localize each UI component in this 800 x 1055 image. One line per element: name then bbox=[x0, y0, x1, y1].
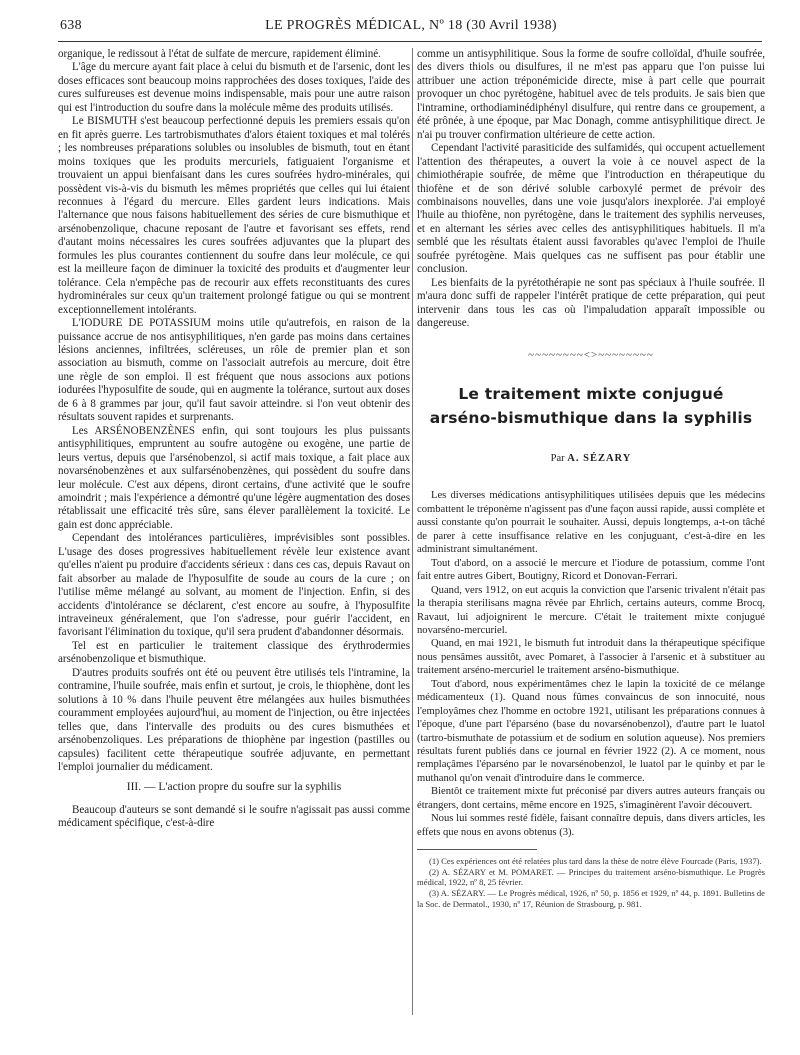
paragraph: Tel est en particulier le traitement classique des érythrodermies arsénobenzolique et bismuthique. bbox=[58, 639, 410, 666]
header-rule bbox=[58, 41, 762, 42]
footnotes bbox=[417, 856, 765, 909]
paragraph: organique, le redissout à l'état de sulfate de mercure, rapidement éliminé. bbox=[58, 48, 381, 60]
left-column bbox=[58, 48, 410, 831]
paragraph: Tout d'abord, nous expérimentâmes chez le lapin la toxicité de ce mélange médicamenteux (1). Quand nous fûmes convaincus de son innocuité, nous l'employâmes chez l'homme en octobre 1921, utilisant les préparations connues à l'époque, d'une part l'éparséno (base du novarsénobenzol), d'autre part le luatol (tartro-bismuthate de potassium et de sodium en solution aqueuse). Nos premiers résultats furent publiés dans ce journal en février 1922 (2). A ce moment, nous remplaçâmes l'éparséno par le novarsénobenzol, le luatol par le quinby et par le muthanol qu'on venait d'introduire dans le commerce. bbox=[417, 678, 765, 784]
article-title-line: arséno-bismuthique dans la syphilis bbox=[429, 408, 753, 427]
paragraph: Cependant l'activité parasiticide des sulfamidés, qui occupent actuellement l'attention des thérapeutes, a ouvert la voie à ce nouvel aspect de la chimiothérapie soufrée, de même que l'introduction en thérapeutique du thiofène et de son dérivé soluble carboxylé permet de prévoir des combinaisons nouvelles, dans une voie jusqu'alors inexplorée. J'ai employé l'huile au thiofène, non pyrétogène, dans le traitement des syphilis nerveuses, et en alternant les séries avec celles des antisyphilitiques habituels. Il m'a semblé que les résultats étaient aussi favorables qu'avec l'emploi de l'huile soufrée pyrétogène. Mais quelques cas ne suffisent pas pour établir une conclusion. bbox=[417, 142, 765, 276]
article-body bbox=[417, 489, 765, 839]
paragraph: Quand, en mai 1921, le bismuth fut introduit dans la thérapeutique spécifique nous pensâmes aussitôt, avec Pomaret, à l'associer à l'arsenic et à substituer au traitement arséno-mercuriel le traitement arséno-bismuthique. bbox=[417, 638, 765, 677]
section-heading: III. — L'action propre du soufre sur la syphilis bbox=[126, 781, 342, 794]
paragraph: Les bienfaits de la pyrétothérapie ne sont pas spéciaux à l'huile soufrée. Il m'aura donc suffi de rappeler l'intérêt pratique de cette préparation, qui peut intervenir dans tous les cas où l'impaludation apparaît impossible ou dangereuse. bbox=[417, 276, 765, 330]
footnote: (2) A. SÉZARY et M. POMARET. — Principes du traitement arséno-bismuthique. Le Progrès médical, 1922, nº 8, 25 février. bbox=[417, 866, 765, 888]
paragraph: L'IODURE DE POTASSIUM moins utile qu'autrefois, en raison de la puissance accrue de nos antisyphilitiques, n'en garde pas moins dans certaines lésions anciennes, infiltrées, scléreuses, un rôle de premier plan et son association au bismuth, comme on l'associait autrefois au mercure, doit être une règle de son emploi. Il est fréquent que nous associons aux potions iodurées l'hyposulfite de soude, qui en augmente la tolérance, surtout aux doses de 6 à 8 grammes par jour, qu'il faut savoir atteindre. si l'on veut obtenir des résultats souvent rapides et surprenants. bbox=[58, 317, 410, 424]
paragraph: L'âge du mercure ayant fait place à celui du bismuth et de l'arsenic, dont les doses efficaces sont beaucoup moins rapprochées des doses toxiques, l'aide des cures sulfureuses est devenue moins indispensable, mais pour une autre raison qui est l'introduction du soufre dans la molécule même des produits utilisés. bbox=[58, 61, 410, 114]
paragraph: Bientôt ce traitement mixte fut préconisé par divers autres auteurs français ou étrangers, dont certains, même encore en 1925, s'imaginèrent l'avoir découvert. bbox=[417, 786, 765, 811]
byline bbox=[417, 452, 765, 465]
byline-prefix: Par bbox=[550, 452, 565, 464]
running-header bbox=[60, 18, 762, 40]
article-title-line: Le traitement mixte conjugué bbox=[458, 384, 724, 403]
column-divider bbox=[412, 48, 413, 1015]
paragraph: Tout d'abord, on a associé le mercure et l'iodure de potassium, comme l'ont fait entre autres Gibert, Boutigny, Ricord et Donovan-Ferrari. bbox=[417, 557, 765, 583]
paragraph: Cependant des intolérances particulières, imprévisibles sont possibles. L'usage des doses progressives habituellement révèle leur existence avant qu'elles n'aient pu produire d'accidents sérieux : dans ces cas, depuis Ravaut on fait absorber au malade de l'hyposulfite de soude au cours de la cure ; on l'utilise même mélangé au solvant, au moment de l'injection. Enfin, si des accidents d'intolérance se déclarent, c'est encore au soufre, à l'hyposulfite intraveineux généralement, que l'on s'adresse, pour guérir l'accident, en favorisant l'élimination du toxique, qu'il sera prudent d'abandonner désormais. bbox=[58, 532, 410, 639]
right-column bbox=[417, 48, 765, 909]
footnote-rule bbox=[417, 849, 537, 850]
running-title: LE PROGRÈS MÉDICAL, Nº 18 (30 Avril 1938) bbox=[265, 18, 557, 33]
section-ornament: ~~~~~~~~<>~~~~~~~~ bbox=[528, 348, 654, 361]
paragraph: Quand, vers 1912, on eut acquis la conviction que l'arsenic trivalent n'était pas la therapia sterilisans magna rêvée par Ehrlich, certains auteurs, comme Brocq, Ravaut, lui adjoignirent le mercure. C'était le traitement mixte conjugué novarséno-mercuriel. bbox=[417, 584, 765, 636]
paragraph: Beaucoup d'auteurs se sont demandé si le soufre n'agissait pas aussi comme médicament spécifique, c'est-à-dire bbox=[58, 803, 410, 830]
paragraph: Nous lui sommes resté fidèle, faisant connaître depuis, dans divers articles, les effets que nous en avons obtenus (3). bbox=[417, 813, 765, 838]
article-title bbox=[417, 382, 765, 430]
paragraph: D'autres produits soufrés ont été ou peuvent être utilisés tels l'intramine, la contramine, l'huile soufrée, mais enfin et surtout, je crois, le thiophène, dont les solutions à 10 % dans l'huile peuvent être mélangées aux huiles bismuthées couramment employées aujourd'hui, au moment de l'injection, ou être injectées telles que, dans l'intervalle des produits ou des cures bismuthées et arsénobenzoliques. Les préparations de thiophène par ingestion (pastilles ou capsules) facilitent cette thérapeutique soufrée adjuvante, en permettant l'emploi journalier du médicament. bbox=[58, 666, 410, 774]
paragraph: Les ARSÉNOBENZÈNES enfin, qui sont toujours les plus puissants antisyphilitiques, empruntent au soufre autogène ou exogène, une partie de leurs vertus, depuis que l'arsénobenzol, si actif mais toxique, a fait place aux novarsénobenzènes et aux sulfarsénobenzènes, qui possèdent du soufre dans leur molécule. C'est aux dépens, diront certains, d'une activité que le soufre amoindrit ; mais l'expérience a démontré qu'une légère augmentation des doses rétablissait une efficacité très sûre, sans élever parallèlement la toxicité. Le gain est donc appréciable. bbox=[58, 424, 410, 531]
page-number: 638 bbox=[60, 18, 82, 33]
footnote: (1) Ces expériences ont été relatées plus tard dans la thèse de notre élève Fourcade (Paris, 1937). bbox=[429, 856, 762, 867]
paragraph: Le BISMUTH s'est beaucoup perfectionné depuis les premiers essais qu'on en fit après guerre. Les tartrobismuthates d'alors étaient toxiques et mal tolérés ; les nombreuses préparations solubles ou insolubles de bismuth, tout en étant moins toxiques que les produits mercuriels, fatiguaient l'organisme et trouvaient un appui bienfaisant dans les cures soufrées hydro-minérales, qui possèdent vis-à-vis du bismuth les mêmes propriétés que celles qui lui étaient reconnues à l'égard du mercure. Elles gardent leurs indications. Mais l'alternance que nous faisons habituellement des séries de cure bismuthique et arsénobenzolique, chacune reposant de l'autre et favorisant ses effets, rend d'autant moins nécessaires les cures soufrées adjuvantes que la plupart des formules les plus courantes contiennent du soufre dans leur molécule, ce qui est la meilleure façon de diminuer la toxicité des produits et d'augmenter leur tolérance. Cela n'empêche pas de recourir aux effets reconstituants des cures hydrominérales sur ceux qu'un traitement prolongé fatigue ou qui se montrent exceptionnellement intolérants. bbox=[58, 115, 410, 316]
paragraph: Les diverses médications antisyphilitiques utilisées depuis que les médecins combattent le tréponème n'agissent pas d'une façon aussi rapide, aussi complète et aussi constante qu'on pourrait le souhaiter. Aussi, depuis longtemps, a-t-on tâché de parer à cette insuffisance relative en les conjuguant, c'est-à-dire en les administrant simultanément. bbox=[417, 490, 766, 556]
footnote: (3) A. SÉZARY. — Le Progrès médical, 1926, nº 50, p. 1856 et 1929, nº 44, p. 1891. Bulletins de la Soc. de Dermatol., 1930, nº 17, Réunion de Strasbourg, p. 981. bbox=[417, 887, 765, 909]
byline-author: A. SÉZARY bbox=[567, 452, 632, 464]
paragraph: comme un antisyphilitique. Sous la forme de soufre colloïdal, d'huile soufrée, des divers thiols ou disulfures, il ne m'est pas apparu que l'on puisse lui attribuer une action tréponémicide directe, mise à part celle que pourrait provoquer un choc pyrétogène, habituel avec de tels produits. Je sais bien que l'intramine, orthodiaminédiphényl disulfure, qui rentre dans ce groupement, a été prônée, à une époque, par Mac Donagh, comme antisyphilitique direct. Je n'ai pu trouver confirmation ultérieure de cette action. bbox=[417, 48, 765, 141]
